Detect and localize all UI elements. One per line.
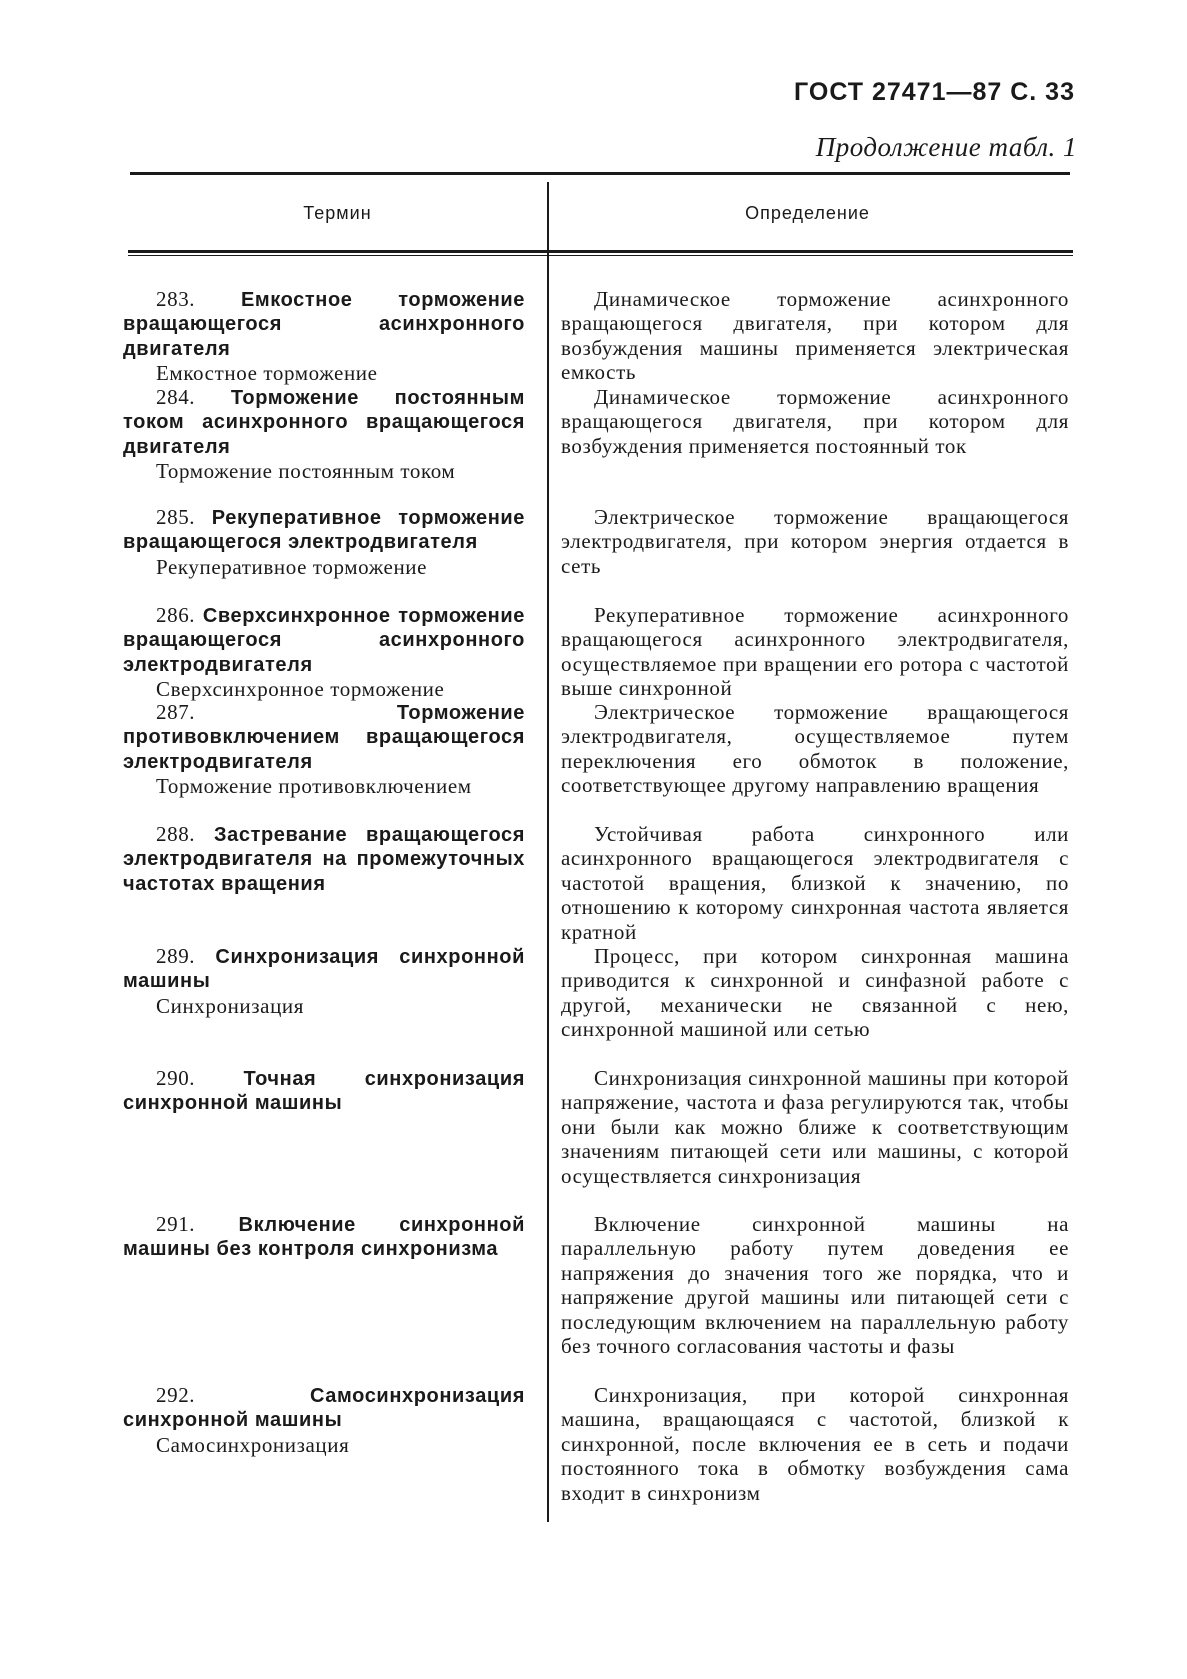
term-title-text: Торможение противовключением вращающегося электродвигателя (123, 702, 525, 773)
definition-text: Синхронизация, при которой синхронная машина, вращающаяся с частотой, близкой к синхронной, после включения ее в сеть и подачи постоянного тока в обмотку возбуждения сама входит в синхронизм (561, 1383, 1069, 1505)
term-title-text: Емкостное торможение вращающегося асинхронного двигателя (123, 289, 525, 360)
term-entry (123, 1066, 525, 1116)
term-title-text: Самосинхронизация синхронной машины (123, 1385, 525, 1432)
term-title (123, 944, 525, 994)
definition-text: Включение синхронной машины на параллельную работу путем доведения ее напряжения до значения того же порядка, что и напряжение другой машины или питающей сети с последующим включением на параллельную работу без точного согласования частоты и фазы (561, 1212, 1069, 1359)
term-title (123, 505, 525, 555)
term-title-text: Рекуперативное торможение вращающегося электродвигателя (123, 507, 525, 554)
term-synonym: Рекуперативное торможение (156, 554, 428, 579)
term-entry (123, 505, 525, 579)
header-rule (128, 250, 1073, 253)
term-synonym: Самосинхронизация (156, 1432, 350, 1457)
term-number: 283. (156, 287, 196, 311)
term-number: 284. (156, 385, 196, 409)
definition-text: Электрическое торможение вращающегося электродвигателя, при котором энергия отдается в сеть (561, 505, 1069, 578)
table-continuation-label: Продолжение табл. 1 (815, 132, 1077, 162)
term-title (123, 287, 525, 361)
term-title-text: Сверхсинхронное торможение вращающегося асинхронного электродвигателя (123, 605, 525, 676)
column-header-terms: Термин (303, 203, 372, 223)
term-title (123, 1383, 525, 1433)
term-entry (123, 944, 525, 1018)
term-number: 291. (156, 1212, 196, 1236)
term-title (123, 1066, 525, 1116)
term-synonym: Синхронизация (156, 993, 305, 1018)
table-top-rule (130, 172, 1070, 175)
term-entry (123, 700, 525, 799)
term-number: 290. (156, 1066, 196, 1090)
term-title-text: Торможение постоянным током асинхронного вращающегося двигателя (123, 387, 525, 458)
term-number: 286. (156, 603, 196, 627)
term-entry (123, 822, 525, 896)
term-number: 288. (156, 822, 196, 846)
term-title (123, 603, 525, 677)
term-entry (123, 1212, 525, 1262)
term-title-text: Точная синхронизация синхронной машины (123, 1068, 525, 1115)
term-synonym: Сверхсинхронное торможение (156, 677, 445, 702)
term-synonym: Емкостное торможение (156, 361, 378, 386)
term-entry (123, 603, 525, 702)
term-synonym: Торможение противовключением (156, 774, 472, 799)
column-header-definitions: Определение (745, 203, 870, 223)
standard-header: ГОСТ 27471—87 С. 33 (794, 78, 1075, 106)
term-title (123, 700, 525, 774)
definition-text: Динамическое торможение асинхронного вращающегося двигателя, при котором для возбуждения машины применяется электрическая емкость (561, 287, 1069, 385)
column-divider (547, 182, 549, 1522)
definition-text: Электрическое торможение вращающегося электродвигателя, осуществляемое путем переключения его обмоток в положение, соответствующее другому направлению вращения (561, 700, 1069, 798)
term-entry (123, 1383, 525, 1457)
term-title-text: Включение синхронной машины без контроля синхронизма (123, 1214, 525, 1261)
definition-text: Динамическое торможение асинхронного вращающегося двигателя, при котором для возбуждения применяется постоянный ток (561, 385, 1069, 458)
definition-text: Устойчивая работа синхронного или асинхронного вращающегося электродвигателя с частотой вращения, близкой к значению, по отношению к которому синхронная частота является кратной (561, 822, 1069, 944)
term-synonym: Торможение постоянным током (156, 459, 456, 484)
term-number: 292. (156, 1383, 196, 1407)
definition-text: Рекуперативное торможение асинхронного вращающегося асинхронного электродвигателя, осуществляемое при вращении его ротора с частотой выше синхронной (561, 603, 1069, 701)
term-number: 287. (156, 700, 196, 724)
definition-text: Синхронизация синхронной машины при которой напряжение, частота и фаза регулируются так, чтобы они были как можно ближе к соответствующим значениям питающей сети или машины, с которой осуществляется синхронизация (561, 1066, 1069, 1188)
term-number: 285. (156, 505, 196, 529)
term-title (123, 1212, 525, 1262)
term-entry (123, 287, 525, 386)
term-number: 289. (156, 944, 196, 968)
header-rule-thin (128, 255, 1073, 256)
definition-text: Процесс, при котором синхронная машина приводится к синхронной и синфазной работе с другой, механически не связанной с нею, синхронной машиной или сетью (561, 944, 1069, 1042)
term-title-text: Синхронизация синхронной машины (123, 946, 525, 993)
term-entry (123, 385, 525, 484)
term-title (123, 385, 525, 459)
term-title (123, 822, 525, 896)
term-title-text: Застревание вращающегося электродвигателя на промежуточных частотах вращения (123, 824, 525, 895)
